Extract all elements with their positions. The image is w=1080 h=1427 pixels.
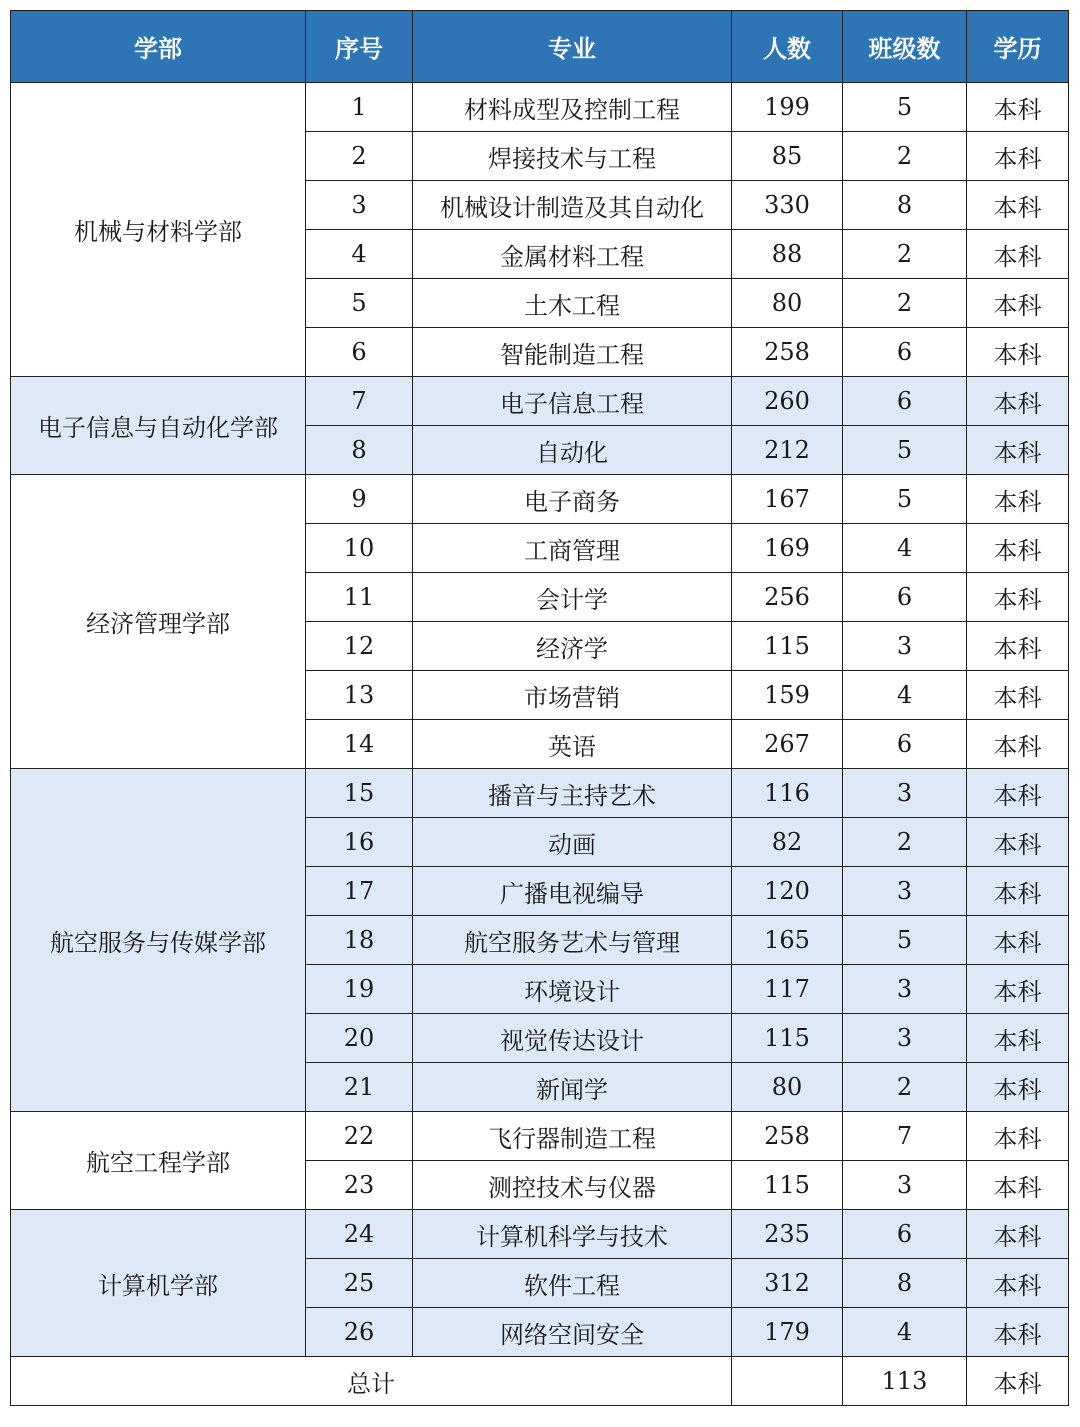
no-cell: 6 xyxy=(306,328,413,377)
degree-cell: 本科 xyxy=(967,1161,1069,1210)
dept-cell: 航空工程学部 xyxy=(11,1112,306,1210)
major-cell: 焊接技术与工程 xyxy=(413,132,732,181)
classes-cell: 5 xyxy=(843,83,967,132)
major-cell: 航空服务艺术与管理 xyxy=(413,916,732,965)
table-row xyxy=(11,769,1069,818)
major-cell: 视觉传达设计 xyxy=(413,1014,732,1063)
header-count: 人数 xyxy=(732,11,843,83)
major-cell: 网络空间安全 xyxy=(413,1308,732,1357)
count-cell: 258 xyxy=(732,1112,843,1161)
total-label: 总计 xyxy=(11,1357,732,1406)
table-row xyxy=(11,475,1069,524)
classes-cell: 6 xyxy=(843,377,967,426)
count-cell: 169 xyxy=(732,524,843,573)
count-cell: 165 xyxy=(732,916,843,965)
no-cell: 21 xyxy=(306,1063,413,1112)
classes-cell: 3 xyxy=(843,622,967,671)
count-cell: 235 xyxy=(732,1210,843,1259)
count-cell: 116 xyxy=(732,769,843,818)
degree-cell: 本科 xyxy=(967,622,1069,671)
total-row xyxy=(11,1357,1069,1406)
major-cell: 工商管理 xyxy=(413,524,732,573)
header-major: 专业 xyxy=(413,11,732,83)
classes-cell: 2 xyxy=(843,1063,967,1112)
degree-cell: 本科 xyxy=(967,475,1069,524)
degree-cell: 本科 xyxy=(967,279,1069,328)
no-cell: 20 xyxy=(306,1014,413,1063)
major-cell: 英语 xyxy=(413,720,732,769)
count-cell: 258 xyxy=(732,328,843,377)
classes-cell: 5 xyxy=(843,426,967,475)
table-footer xyxy=(11,1357,1069,1406)
major-cell: 土木工程 xyxy=(413,279,732,328)
classes-cell: 3 xyxy=(843,867,967,916)
degree-cell: 本科 xyxy=(967,1063,1069,1112)
classes-cell: 6 xyxy=(843,328,967,377)
no-cell: 18 xyxy=(306,916,413,965)
count-cell: 80 xyxy=(732,279,843,328)
major-cell: 新闻学 xyxy=(413,1063,732,1112)
degree-cell: 本科 xyxy=(967,426,1069,475)
classes-cell: 8 xyxy=(843,1259,967,1308)
no-cell: 9 xyxy=(306,475,413,524)
degree-cell: 本科 xyxy=(967,1308,1069,1357)
classes-cell: 6 xyxy=(843,1210,967,1259)
no-cell: 26 xyxy=(306,1308,413,1357)
major-cell: 电子信息工程 xyxy=(413,377,732,426)
major-cell: 飞行器制造工程 xyxy=(413,1112,732,1161)
count-cell: 260 xyxy=(732,377,843,426)
table-row xyxy=(11,1112,1069,1161)
degree-cell: 本科 xyxy=(967,132,1069,181)
count-cell: 82 xyxy=(732,818,843,867)
no-cell: 3 xyxy=(306,181,413,230)
classes-cell: 3 xyxy=(843,965,967,1014)
classes-cell: 3 xyxy=(843,1161,967,1210)
no-cell: 16 xyxy=(306,818,413,867)
major-cell: 经济学 xyxy=(413,622,732,671)
no-cell: 23 xyxy=(306,1161,413,1210)
classes-cell: 5 xyxy=(843,475,967,524)
table-header xyxy=(11,11,1069,83)
classes-cell: 6 xyxy=(843,720,967,769)
major-cell: 材料成型及控制工程 xyxy=(413,83,732,132)
total-degree: 本科 xyxy=(967,1357,1069,1406)
no-cell: 17 xyxy=(306,867,413,916)
classes-cell: 6 xyxy=(843,573,967,622)
major-cell: 自动化 xyxy=(413,426,732,475)
count-cell: 167 xyxy=(732,475,843,524)
classes-cell: 3 xyxy=(843,1014,967,1063)
major-cell: 计算机科学与技术 xyxy=(413,1210,732,1259)
classes-cell: 2 xyxy=(843,230,967,279)
count-cell: 256 xyxy=(732,573,843,622)
degree-cell: 本科 xyxy=(967,1014,1069,1063)
dept-cell: 经济管理学部 xyxy=(11,475,306,769)
degree-cell: 本科 xyxy=(967,1112,1069,1161)
count-cell: 330 xyxy=(732,181,843,230)
no-cell: 15 xyxy=(306,769,413,818)
count-cell: 199 xyxy=(732,83,843,132)
major-cell: 测控技术与仪器 xyxy=(413,1161,732,1210)
count-cell: 312 xyxy=(732,1259,843,1308)
major-cell: 播音与主持艺术 xyxy=(413,769,732,818)
count-cell: 85 xyxy=(732,132,843,181)
classes-cell: 7 xyxy=(843,1112,967,1161)
count-cell: 88 xyxy=(732,230,843,279)
count-cell: 115 xyxy=(732,1161,843,1210)
degree-cell: 本科 xyxy=(967,965,1069,1014)
table-body xyxy=(11,83,1069,1357)
count-cell: 117 xyxy=(732,965,843,1014)
classes-cell: 4 xyxy=(843,671,967,720)
no-cell: 5 xyxy=(306,279,413,328)
classes-cell: 4 xyxy=(843,1308,967,1357)
dept-cell: 航空服务与传媒学部 xyxy=(11,769,306,1112)
degree-cell: 本科 xyxy=(967,83,1069,132)
degree-cell: 本科 xyxy=(967,524,1069,573)
dept-cell: 计算机学部 xyxy=(11,1210,306,1357)
no-cell: 10 xyxy=(306,524,413,573)
count-cell: 267 xyxy=(732,720,843,769)
major-cell: 市场营销 xyxy=(413,671,732,720)
no-cell: 4 xyxy=(306,230,413,279)
major-cell: 环境设计 xyxy=(413,965,732,1014)
dept-cell: 机械与材料学部 xyxy=(11,83,306,377)
header-row xyxy=(11,11,1069,83)
no-cell: 1 xyxy=(306,83,413,132)
count-cell: 115 xyxy=(732,1014,843,1063)
classes-cell: 3 xyxy=(843,769,967,818)
degree-cell: 本科 xyxy=(967,720,1069,769)
degree-cell: 本科 xyxy=(967,181,1069,230)
degree-cell: 本科 xyxy=(967,1259,1069,1308)
no-cell: 8 xyxy=(306,426,413,475)
major-cell: 电子商务 xyxy=(413,475,732,524)
no-cell: 22 xyxy=(306,1112,413,1161)
classes-cell: 2 xyxy=(843,132,967,181)
total-classes: 113 xyxy=(843,1357,967,1406)
major-cell: 会计学 xyxy=(413,573,732,622)
major-cell: 机械设计制造及其自动化 xyxy=(413,181,732,230)
classes-cell: 5 xyxy=(843,916,967,965)
degree-cell: 本科 xyxy=(967,230,1069,279)
major-cell: 动画 xyxy=(413,818,732,867)
count-cell: 159 xyxy=(732,671,843,720)
degree-cell: 本科 xyxy=(967,328,1069,377)
count-cell: 80 xyxy=(732,1063,843,1112)
degree-cell: 本科 xyxy=(967,769,1069,818)
degree-cell: 本科 xyxy=(967,377,1069,426)
degree-cell: 本科 xyxy=(967,1210,1069,1259)
enrollment-table xyxy=(10,10,1069,1406)
total-count xyxy=(732,1357,843,1406)
degree-cell: 本科 xyxy=(967,916,1069,965)
classes-cell: 4 xyxy=(843,524,967,573)
table-row xyxy=(11,377,1069,426)
degree-cell: 本科 xyxy=(967,671,1069,720)
no-cell: 13 xyxy=(306,671,413,720)
no-cell: 19 xyxy=(306,965,413,1014)
classes-cell: 8 xyxy=(843,181,967,230)
major-cell: 金属材料工程 xyxy=(413,230,732,279)
no-cell: 14 xyxy=(306,720,413,769)
degree-cell: 本科 xyxy=(967,573,1069,622)
header-dept: 学部 xyxy=(11,11,306,83)
no-cell: 25 xyxy=(306,1259,413,1308)
count-cell: 120 xyxy=(732,867,843,916)
degree-cell: 本科 xyxy=(967,867,1069,916)
table-row xyxy=(11,83,1069,132)
classes-cell: 2 xyxy=(843,818,967,867)
no-cell: 24 xyxy=(306,1210,413,1259)
no-cell: 12 xyxy=(306,622,413,671)
header-classes: 班级数 xyxy=(843,11,967,83)
degree-cell: 本科 xyxy=(967,818,1069,867)
count-cell: 179 xyxy=(732,1308,843,1357)
table-row xyxy=(11,1210,1069,1259)
no-cell: 2 xyxy=(306,132,413,181)
header-no: 序号 xyxy=(306,11,413,83)
major-cell: 软件工程 xyxy=(413,1259,732,1308)
dept-cell: 电子信息与自动化学部 xyxy=(11,377,306,475)
classes-cell: 2 xyxy=(843,279,967,328)
no-cell: 7 xyxy=(306,377,413,426)
count-cell: 115 xyxy=(732,622,843,671)
major-cell: 广播电视编导 xyxy=(413,867,732,916)
count-cell: 212 xyxy=(732,426,843,475)
no-cell: 11 xyxy=(306,573,413,622)
header-degree: 学历 xyxy=(967,11,1069,83)
major-cell: 智能制造工程 xyxy=(413,328,732,377)
